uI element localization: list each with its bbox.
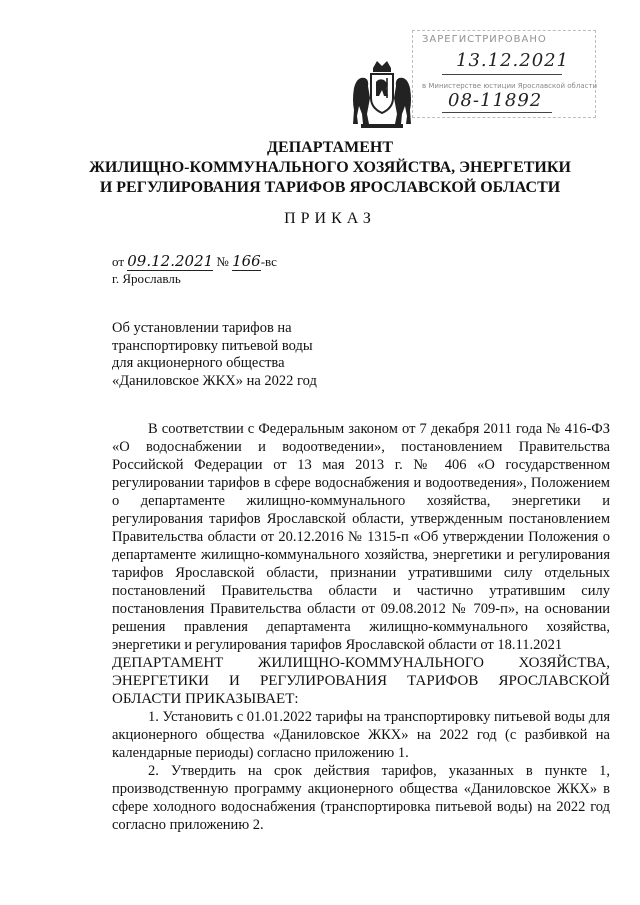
header-line: ДЕПАРТАМЕНТ: [267, 139, 393, 156]
order-item-1: 1. Установить с 01.01.2022 тарифы на транспортировку питьевой воды для акционерного общества «Даниловское ЖКХ» на 2022 год (с разбивкой на календарные периоды) согласно приложению 1.: [112, 709, 610, 761]
order-body: [112, 420, 610, 834]
city: г. Ярославль: [112, 271, 181, 286]
header-line: ЖИЛИЩНО-КОММУНАЛЬНОГО ХОЗЯЙСТВА, ЭНЕРГЕТИКИ: [89, 159, 571, 176]
stamp-underline: [442, 74, 562, 75]
number-label: №: [216, 254, 229, 269]
order-date-number: [112, 252, 277, 270]
coat-of-arms-emblem: [351, 58, 413, 132]
stamp-date: 13.12.2021: [456, 50, 570, 71]
registration-stamp: [412, 30, 596, 118]
number-suffix: -вс: [260, 254, 277, 269]
subject-line: «Даниловское ЖКХ» на 2022 год: [112, 372, 317, 389]
document-title: ПРИКАЗ: [284, 210, 376, 227]
subject-line: транспортировку питьевой воды: [112, 337, 313, 354]
department-header: [80, 138, 580, 198]
order-date: 09.12.2021: [127, 252, 214, 270]
header-line: И РЕГУЛИРОВАНИЯ ТАРИФОВ ЯРОСЛАВСКОЙ ОБЛАСТИ: [99, 179, 561, 196]
stamp-underline: [442, 112, 552, 113]
stamp-authority: в Министерстве юстиции Ярославской области: [422, 82, 598, 90]
order-item-2: 2. Утвердить на срок действия тарифов, указанных в пункте 1, производственную программу акционерного общества «Даниловское ЖКХ» в сфере холодного водоснабжения (транспортировка питьевой воды) на 2022 год согласно приложению 2.: [112, 763, 610, 833]
date-prefix: от: [112, 254, 125, 269]
subject-line: Об установлении тарифов на: [112, 320, 292, 336]
preamble-paragraph: В соответствии с Федеральным законом от 7 декабря 2011 года № 416-ФЗ «О водоснабжении и водоотведении», постановлением Правительства Российской Федерации от 13 мая 2013 г. № 406 «О государственном регулировании тарифов в сфере водоснабжения и водоотведения», Положением о департаменте жилищно-коммунального хозяйства, энергетики и регулирования тарифов Ярославской области, утвержденным постановлением Правительства области от 20.12.2016 № 1315-п «Об утверждении Положения о департаменте жилищно-коммунального хозяйства, энергетики и регулирования тарифов Ярославской области, признании утратившими силу отдельных постановлений Правительства области и частично утратившим силу постановления Правительства области от 09.08.2012 № 709-п», на основании решения правления департамента жилищно-коммунального хозяйства, энергетики и регулирования тарифов Ярославской области от 18.11.2021: [112, 421, 610, 653]
order-subject: [112, 320, 352, 390]
stamp-title: ЗАРЕГИСТРИРОВАНО: [422, 34, 547, 45]
subject-line: для акционерного общества: [112, 355, 285, 371]
order-number: 166: [232, 252, 261, 270]
stamp-number: 08-11892: [448, 90, 543, 111]
ruling-paragraph: ДЕПАРТАМЕНТ ЖИЛИЩНО-КОММУНАЛЬНОГО ХОЗЯЙСТВА, ЭНЕРГЕТИКИ И РЕГУЛИРОВАНИЯ ТАРИФОВ ЯРОСЛАВСКОЙ ОБЛАСТИ ПРИКАЗЫВАЕТ:: [112, 655, 610, 707]
